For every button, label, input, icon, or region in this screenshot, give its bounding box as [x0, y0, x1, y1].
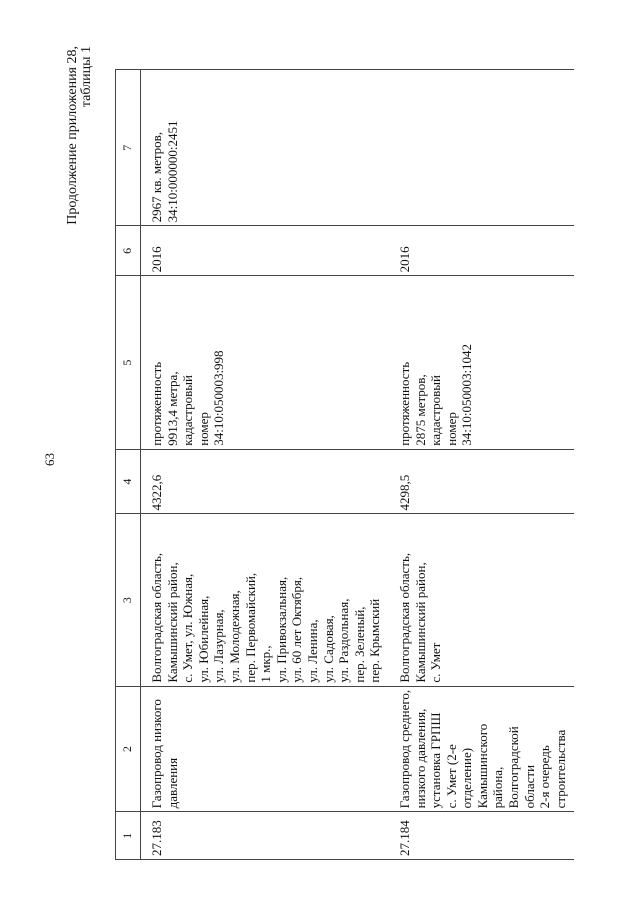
caption-line-2: таблицы 1	[79, 46, 94, 108]
object-name-cell: Газопровод среднего, низкого давления, установка ГРПШ с. Умет (2-е отделение) Камышинского района, Волгоградской области 2-я очередь строительства	[389, 686, 575, 812]
cost-cell: 4298,5	[389, 449, 575, 514]
column-header-4: 4	[116, 449, 141, 514]
land-plot-cell: 2967 кв. метров, 34:10:000000:2451	[141, 70, 389, 226]
column-header-7: 7	[116, 70, 141, 226]
column-header-5: 5	[116, 276, 141, 449]
column-header-2: 2	[116, 686, 141, 812]
characteristics-cell: протяженность 2875 метров, кадастровый номер 34:10:050003:1042	[389, 276, 575, 449]
caption-line-1: Продолжение приложения 28,	[65, 46, 80, 225]
characteristics-cell: протяженность 9913,4 метра, кадастровый номер 34:10:050003:998	[141, 276, 389, 449]
row-number-cell: 27.184	[389, 812, 575, 860]
address-cell: Волгоградская область, Камышинский район, с. Умет, ул. Южная, ул. Юбилейная, ул. Лазурная, ул. Молодежная, пер. Первомайский, 1 мкр., ул. Привокзальная, ул. 60 лет Октября, ул. Ленина, ул. Садовая, ул. Раздольная, пер. Зеленый, пер. Крымский	[141, 514, 389, 686]
table-row	[141, 70, 389, 860]
column-header-3: 3	[116, 514, 141, 686]
page-number: 63	[42, 453, 57, 466]
land-plot-cell	[389, 70, 575, 226]
year-cell: 2016	[141, 226, 389, 276]
table-caption	[66, 46, 94, 225]
object-name-cell: Газопровод низкого давления	[141, 686, 389, 812]
header-row	[116, 70, 141, 860]
column-header-6: 6	[116, 226, 141, 276]
cost-cell: 4322,6	[141, 449, 389, 514]
address-cell: Волгоградская область, Камышинский район, с. Умет	[389, 514, 575, 686]
table-row	[389, 70, 575, 860]
year-cell: 2016	[389, 226, 575, 276]
row-number-cell: 27.183	[141, 812, 389, 860]
objects-table	[115, 69, 574, 860]
column-header-1: 1	[116, 812, 141, 860]
